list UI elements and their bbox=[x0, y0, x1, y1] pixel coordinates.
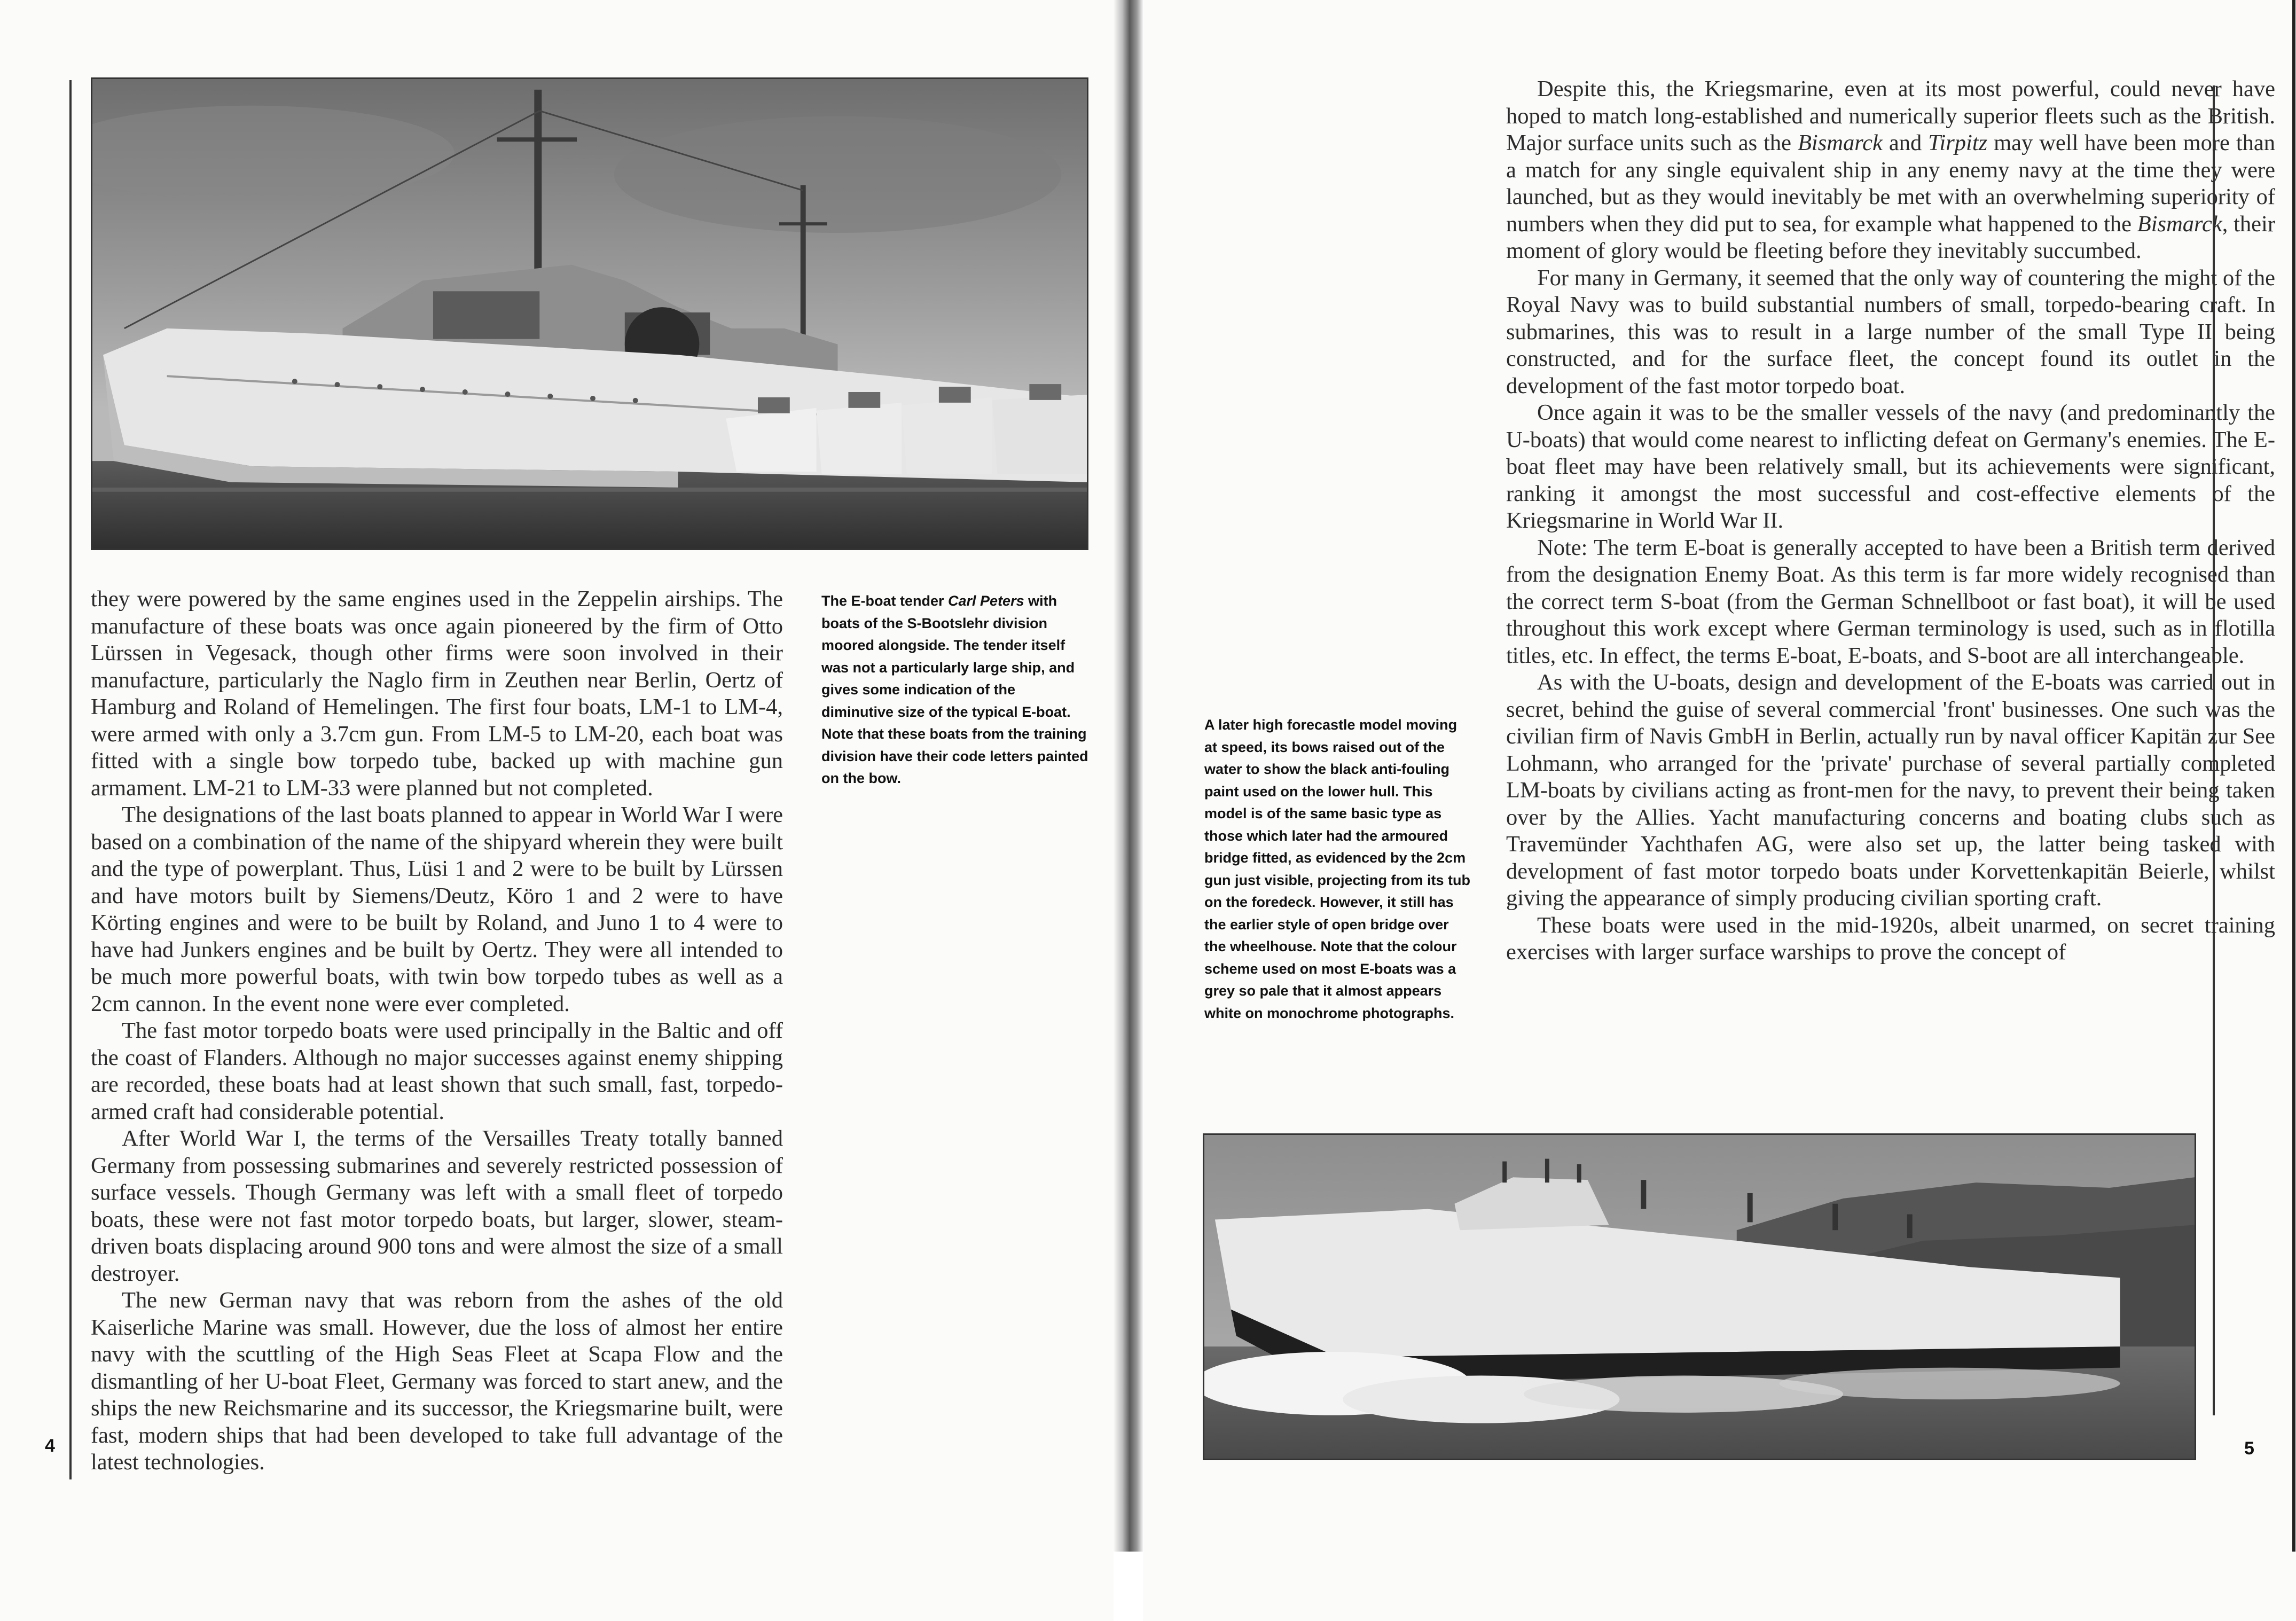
photo-eboat-at-speed bbox=[1203, 1133, 2196, 1460]
paragraph: These boats were used in the mid-1920s, albeit unarmed, on secret training exercises with larger surface warships to prove the concept of bbox=[1506, 912, 2275, 965]
caption-text: with boats of the S-Bootslehr division moored alongside. The tender itself was not a particularly large ship, and gives some indication of the diminutive size of the typical E-boat. Note that these boats from the training division have their code letters painted on the bow. bbox=[821, 593, 1088, 786]
page-edge-line bbox=[69, 80, 72, 1479]
paragraph: For many in Germany, it seemed that the only way of countering the might of the Royal Navy was to build substantial numbers of small, torpedo-bearing craft. In submarines, this was to result in a large number of the small Type II being constructed, and for the surface fleet, the concept found its outlet in the development of the fast motor torpedo boat. bbox=[1506, 265, 2275, 398]
book-gutter bbox=[1114, 0, 1143, 1552]
caption-ship-name: Carl Peters bbox=[948, 593, 1024, 609]
right-page bbox=[1143, 0, 2296, 1621]
paragraph: After World War I, the terms of the Versailles Treaty totally banned Germany from possessing submarines and severely restricted possession of surface vessels. Though Germany was left with a small fleet of torpedo boats, these were not fast motor torpedo boats, but larger, slower, steam-driven boats displacing around 900 tons and were almost the size of a small destroyer. bbox=[91, 1126, 783, 1286]
caption-carl-peters bbox=[821, 590, 1088, 790]
left-body-text bbox=[91, 586, 783, 1476]
ship-name: Tirpitz bbox=[1928, 130, 1988, 155]
left-page bbox=[0, 0, 1114, 1621]
paragraph: The fast motor torpedo boats were used principally in the Baltic and off the coast of Flanders. Although no major successes against enemy shipping are recorded, these boats had at least shown that such small, fast, torpedo-armed craft had considerable potential. bbox=[91, 1018, 783, 1124]
text-span: may well have been more than a match for any single equivalent ship in any enemy navy at the time they were launched, but as they would inevitably be met with an overwhelming superiority of numbers when they did put to sea, for example what happened to the bbox=[1506, 130, 2276, 237]
paragraph: The designations of the last boats planned to appear in World War I were based on a combination of the name of the shipyard wherein they were built and the type of powerplant. Thus, Lüsi 1 and 2 were to be built by Lürssen and have motors built by Siemens/Deutz, Köro 1 and 2 were to have Körting engines and were to be built by Roland, and Juno 1 to 4 were to have had Junkers engines and be built by Oertz. They were all intended to be much more powerful boats, with twin bow torpedo tubes as well as a 2cm cannon. In the event none were ever completed. bbox=[91, 802, 783, 1016]
caption-high-forecastle: A later high forecastle model moving at speed, its bows raised out of the water to show the black anti-fouling paint used on the lower hull. This model is of the same basic type as those which later had the armoured bridge fitted, as evidenced by the 2cm gun just visible, projecting from its tub on the foredeck. However, it still has the earlier style of open bridge over the wheelhouse. Note that the colour scheme used on most E-boats was a grey so pale that it almost appears white on monochrome photographs. bbox=[1204, 717, 1471, 1021]
page-number-left: 4 bbox=[45, 1436, 55, 1456]
page-number-right: 5 bbox=[2244, 1438, 2254, 1459]
text-span: , their moment of glory would be fleeting before they inevitably succumbed. bbox=[1506, 211, 2275, 263]
paragraph: they were powered by the same engines used in the Zeppelin airships. The manufacture of these boats was once again pioneered by the firm of Otto Lürssen in Vegesack, though other firms were soon involved in their manufacture, particularly the Naglo firm in Zeuthen near Berlin, Oertz of Hamburg and Roland of Hemelingen. The first four boats, LM-1 to LM-4, were armed with only a 3.7cm gun. From LM-5 to LM-20, each boat was fitted with a single bow torpedo tube, backed up with machine gun armament. LM-21 to LM-33 were planned but not completed. bbox=[91, 586, 783, 801]
paragraph: The new German navy that was reborn from the ashes of the old Kaiserliche Marine was small. However, due the loss of almost her entire navy with the scuttling of the High Seas Fleet at Scapa Flow and the dismantling of her U-boat Fleet, Germany was forced to start anew, and the ships the new Reichsmarine and its successor, the Kriegsmarine built, were fast, modern ships that had been developed to take full advantage of the latest technologies. bbox=[91, 1288, 783, 1475]
paragraph: Note: The term E-boat is generally accepted to have been a British term derived from the designation Enemy Boat. As this term is far more widely recognised than the correct term S-boat (from the German Schnellboot or fast boat), it will be used throughout this work except where German terminology is used, such as in flotilla titles, etc. In effect, the terms E-boat, E-boats, and S-boot are all interchangeable. bbox=[1506, 535, 2275, 668]
photo-carl-peters-image bbox=[92, 79, 1087, 549]
caption-text: The E-boat tender bbox=[821, 593, 949, 609]
paragraph: Once again it was to be the smaller vessels of the navy (and predominantly the U-boats) that would come nearest to inflicting defeat on Germany's enemies. The E-boat fleet may have been relatively small, but its achievements were significant, ranking it amongst the most successful and cost-effective elements of the Kriegsmarine in World War II. bbox=[1506, 400, 2275, 533]
ship-name: Bismarck bbox=[2137, 211, 2222, 237]
photo-eboat-image bbox=[1204, 1135, 2195, 1459]
right-trim-edge bbox=[2292, 0, 2295, 1552]
photo-carl-peters bbox=[91, 77, 1088, 550]
paragraph bbox=[1506, 76, 2275, 265]
ship-name: Bismarck bbox=[1797, 130, 1883, 155]
paragraph: As with the U-boats, design and development of the E-boats was carried out in secret, behind the guise of several commercial 'front' businesses. One such was the civilian firm of Navis GmbH in Berlin, actually run by naval officer Kapitän zur See Lohmann, who arranged for the 'private' purchase of several partially completed LM-boats by civilians acting as front-men for the navy, to prevent their being taken over by the Allies. Yacht manufacturing concerns and boating clubs such as Travemünder Yachthafen AG, were also set up, the latter being tasked with development of fast motor torpedo boats under Korvettenkapitän Beierle, whilst giving the appearance of simply producing civilian sporting craft. bbox=[1506, 670, 2275, 911]
right-body-text bbox=[1506, 76, 2275, 966]
text-span: Despite this, the Kriegsmarine, even at its most powerful, could never have hoped to match long-established and numerically superior fleets such as the British. Major surface units such as the bbox=[1506, 76, 2275, 155]
text-span: and bbox=[1882, 130, 1929, 155]
